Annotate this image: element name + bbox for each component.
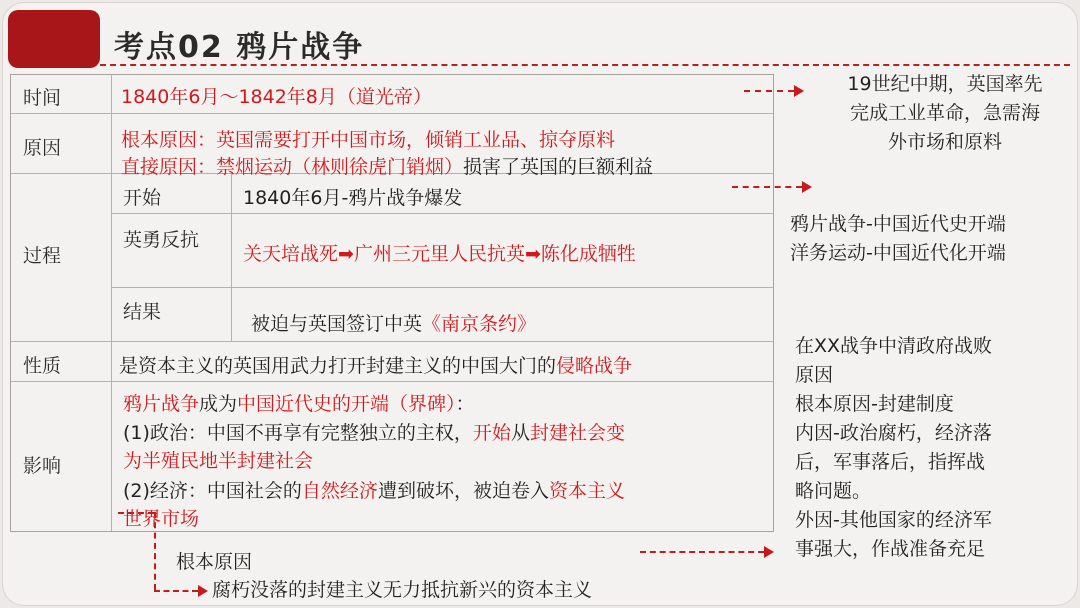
dashed-arrow-line (118, 512, 154, 514)
direct-cause-tail: 损害了英国的巨额利益 (463, 156, 654, 178)
dashed-arrow-line (744, 90, 794, 92)
resist-event-3: 陈化成牺牲 (540, 243, 636, 265)
table-rule (111, 287, 773, 288)
note-root-cause-text: 腐朽没落的封建主义无力抵抗新兴的资本主义 (212, 579, 593, 601)
impact-l1-mid: 成为 (199, 393, 238, 415)
process-start-label: 开始 (123, 187, 162, 209)
row-label-nature: 性质 (23, 355, 62, 377)
row-label-time: 时间 (23, 87, 62, 109)
impact-l4-mid: 遭到破坏，被迫卷入 (377, 480, 549, 502)
note-root-cause-label: 根本原因 (176, 551, 253, 573)
note-line: 后，军事落后，指挥战 (795, 451, 986, 473)
process-start-value: 1840年6月-鸦片战争爆发 (243, 187, 463, 209)
nature-prefix: 是资本主义的英国用武力打开封建主义的中国大门的 (119, 355, 557, 377)
impact-l2-prefix: (1)政治：中国不再享有完整独立的主权， (123, 422, 473, 444)
resist-event-2: 广州三元里人民抗英 (353, 243, 525, 265)
row-label-process: 过程 (23, 245, 62, 267)
dashed-arrow-line (640, 551, 764, 553)
result-treaty: 《南京条约》 (422, 313, 537, 335)
page-title: 考点02 鸦片战争 (114, 30, 365, 65)
dashed-arrow-line (732, 186, 802, 188)
direct-cause-line (121, 152, 653, 179)
process-result-value (251, 309, 536, 336)
note-line: 在XX战争中清政府战败 (795, 335, 993, 357)
direct-cause-prefix: 直接原因： (121, 156, 217, 178)
table-rule (111, 75, 112, 531)
note-line: 外市场和原料 (887, 131, 1002, 153)
arrow-head-icon (198, 585, 208, 597)
nature-red: 侵略战争 (556, 355, 633, 377)
direct-cause-red: 禁烟运动（林则徐虎门销烟） (216, 156, 464, 178)
impact-l1-tail: ： (455, 393, 475, 415)
note-modern-history (790, 210, 1006, 268)
note-line: 事强大，作战准备充足 (795, 538, 986, 560)
title-dashed-rule (100, 64, 1070, 66)
impact-l1-red-b: 中国近代史的开端（界碑） (237, 393, 456, 415)
root-cause-line (121, 125, 615, 152)
impact-line-3: 为半殖民地半封建社会 (123, 450, 314, 472)
impact-l1-red-a: 鸦片战争 (123, 393, 200, 415)
table-rule (11, 381, 773, 382)
note-line: 根本原因-封建制度 (795, 393, 954, 415)
note-line: 内因-政治腐朽，经济落 (795, 422, 992, 444)
note-line: 洋务运动-中国近代化开端 (790, 242, 1006, 264)
dashed-arrow-line (154, 512, 156, 590)
table-rule (11, 113, 773, 114)
note-line: 外因-其他国家的经济军 (795, 509, 992, 531)
note-industrial-revolution (820, 70, 1070, 157)
table-rule (231, 173, 232, 341)
note-line: 19世纪中期，英国率先 (847, 73, 1043, 95)
impact-line-2 (123, 418, 625, 445)
note-line: 完成工业革命，急需海 (849, 102, 1040, 124)
arrow-right-icon: ➡ (524, 243, 541, 265)
impact-line-4 (123, 476, 625, 503)
time-value: 1840年6月～1842年8月（道光帝） (121, 86, 432, 108)
process-resist-value (243, 239, 636, 266)
impact-line-1 (123, 389, 475, 416)
nature-value (119, 351, 632, 378)
arrow-head-icon (794, 85, 804, 97)
impact-l2-mid: 从 (510, 422, 530, 444)
root-cause-prefix: 根本原因： (121, 129, 217, 151)
dashed-arrow-line (154, 590, 198, 592)
table-rule (11, 341, 773, 342)
impact-l4-red-a: 自然经济 (301, 480, 378, 502)
note-line: 鸦片战争-中国近代史开端 (790, 213, 1006, 235)
impact-line-5: 世界市场 (123, 508, 200, 530)
impact-l4-red-b: 资本主义 (548, 480, 625, 502)
arrow-right-icon: ➡ (338, 243, 354, 265)
note-line: 原因 (795, 364, 834, 386)
arrow-head-icon (764, 546, 774, 558)
resist-event-1: 关天培战死 (243, 243, 339, 265)
note-line: 略问题。 (795, 480, 872, 502)
impact-l2-red: 开始 (472, 422, 511, 444)
process-result-label: 结果 (123, 301, 162, 323)
process-resist-label: 英勇反抗 (123, 229, 200, 251)
arrow-head-icon (802, 181, 812, 193)
impact-l4-prefix: (2)经济：中国社会的 (123, 480, 302, 502)
row-label-impact: 影响 (23, 455, 62, 477)
title-accent-block (8, 10, 100, 68)
row-label-cause: 原因 (23, 137, 62, 159)
root-cause-text: 英国需要打开中国市场，倾销工业品、掠夺原料 (216, 129, 616, 151)
table-rule (111, 213, 773, 214)
summary-table (10, 74, 774, 532)
result-prefix: 被迫与英国签订中英 (251, 313, 423, 335)
note-defeat-reasons (795, 332, 992, 564)
impact-l2-red-b: 封建社会变 (529, 422, 625, 444)
